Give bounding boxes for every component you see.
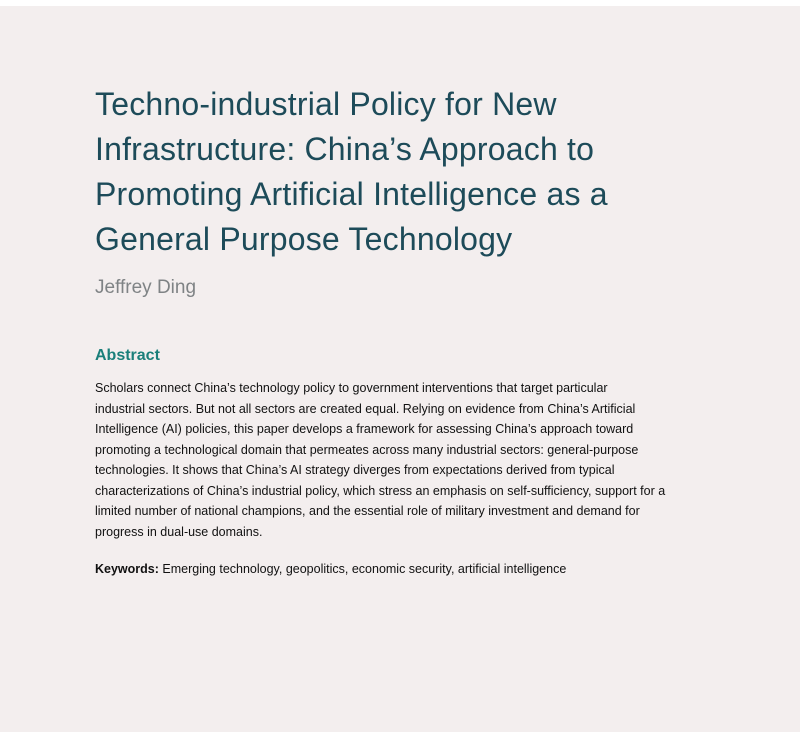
- abstract-heading: Abstract: [95, 347, 160, 364]
- keywords-line: [95, 559, 566, 579]
- title-line: Promoting Artificial Intelligence as a: [95, 176, 608, 212]
- keywords-label: Keywords:: [95, 562, 159, 576]
- abstract-line: promoting a technological domain that permeates across many industrial sectors: general-purpose: [95, 442, 639, 457]
- keywords-text: Emerging technology, geopolitics, economic security, artificial intelligence: [158, 562, 567, 576]
- abstract-line: Intelligence (AI) policies, this paper develops a framework for assessing China’s approach toward: [95, 422, 634, 436]
- title-line: Infrastructure: China’s Approach to: [95, 131, 595, 167]
- abstract-line: characterizations of China’s industrial policy, which stress an emphasis on self-sufficiency, support for a: [95, 483, 666, 498]
- abstract-line: Scholars connect China’s technology policy to government interventions that target particular: [95, 381, 608, 395]
- abstract-line: technologies. It shows that China’s AI strategy diverges from expectations derived from typical: [95, 463, 615, 477]
- title-line: General Purpose Technology: [95, 221, 513, 257]
- abstract-line: limited number of national champions, and the essential role of military investment and demand for: [95, 504, 640, 518]
- paper-title: [95, 82, 755, 262]
- author-name: Jeffrey Ding: [95, 277, 197, 298]
- paper-page: [0, 6, 800, 732]
- abstract-line: progress in dual-use domains.: [95, 524, 263, 539]
- title-line: Techno-industrial Policy for New: [95, 86, 557, 122]
- abstract-body: [95, 378, 735, 542]
- abstract-line: industrial sectors. But not all sectors are created equal. Relying on evidence from China’s Artificial: [95, 401, 636, 416]
